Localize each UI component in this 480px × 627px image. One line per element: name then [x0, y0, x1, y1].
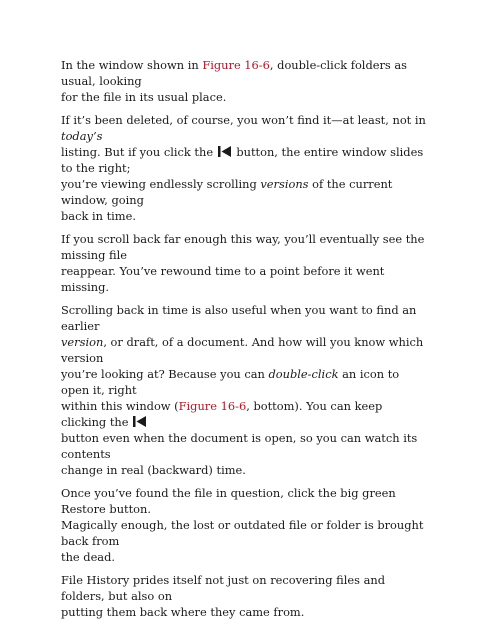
text-run: button, the entire window slides to the right; you’re viewing endlessly scrolling	[61, 145, 424, 191]
text-run: button even when the document is open, so you can watch its contents change in real (backward) time.	[61, 431, 418, 477]
figure-link[interactable]: Figure 16-6	[178, 399, 247, 413]
paragraph-1	[61, 57, 426, 105]
text-run: , or draft, of a document. And how will you know which version you’re looking at? Because you can	[61, 335, 424, 381]
text-run: , double-click folders as usual, looking for the file in its usual place.	[61, 58, 408, 104]
previous-version-icon	[133, 416, 146, 427]
document-page	[61, 57, 426, 627]
paragraph-5: Once you’ve found the file in question, click the big green Restore button. Magically enough, the lost or outdated file or folder is brought back from the dead.	[61, 486, 424, 564]
figure-link[interactable]: Figure 16-6	[202, 58, 270, 72]
previous-version-icon	[218, 146, 231, 157]
emphasis: version	[61, 335, 104, 349]
text-run: , bottom). You can keep clicking the	[61, 399, 383, 429]
paragraph-6: File History prides itself not just on recovering files and folders, but also on putting them back where they came from.	[61, 573, 385, 619]
paragraph-3: If you scroll back far enough this way, you’ll eventually see the missing file reappear. You’ve rewound time to a point before it went missing.	[61, 232, 425, 294]
text-run: Scrolling back in time is also useful when you want to find an earlier	[61, 303, 417, 333]
text-run: of the current window, going back in time.	[61, 177, 393, 223]
emphasis: double-click	[268, 367, 339, 381]
text-run: listing. But if you click the	[61, 145, 214, 159]
paragraph-2	[61, 112, 426, 224]
text-run: In the window shown in	[61, 58, 203, 72]
emphasis: today’s	[61, 129, 103, 143]
paragraph-4	[61, 302, 426, 478]
emphasis: versions	[260, 177, 309, 191]
text-run: If it’s been deleted, of course, you won’t find it—at least, not in	[61, 113, 426, 127]
text-run: an icon to open it, right within this window (	[61, 367, 400, 413]
